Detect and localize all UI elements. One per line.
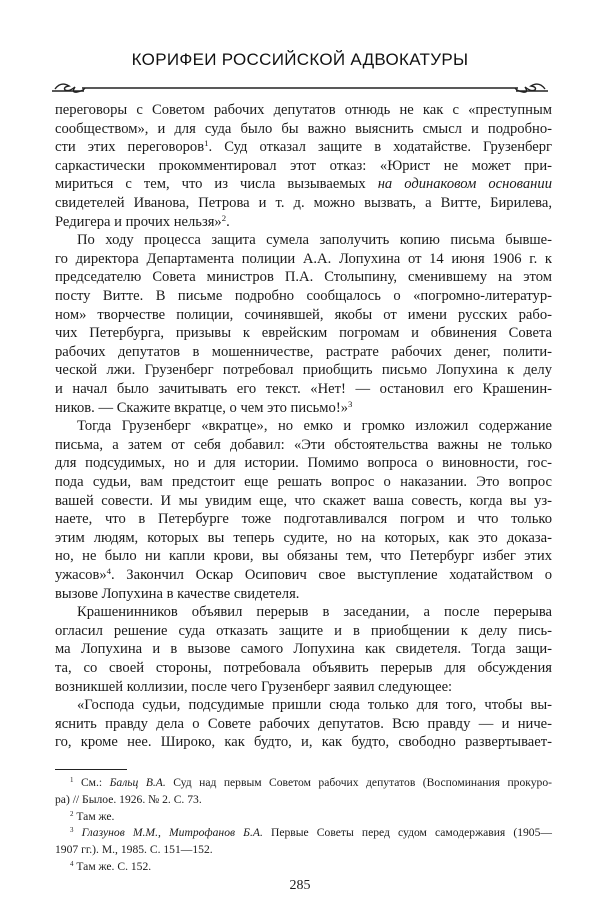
text-line bbox=[55, 547, 552, 565]
text-line bbox=[55, 361, 552, 379]
text-run: посту Витте. В письме подробно сообщалось о «погромно-литератур- bbox=[55, 288, 552, 304]
footnote-line bbox=[55, 842, 552, 857]
footnote-marker: 2 bbox=[70, 809, 74, 818]
text-run: го, кроме нее. Широко, как будто, и, как будто, свободно развертывает- bbox=[55, 734, 552, 751]
text-run: рабочих депутатов в мошенничестве, растрате рабочих денег, полити- bbox=[55, 343, 552, 360]
text-run: . Суд отказал защите в ходатайстве. Грузенберг bbox=[208, 139, 552, 156]
text-run: См.: bbox=[73, 776, 110, 789]
text-line bbox=[55, 678, 552, 696]
text-line bbox=[55, 213, 552, 231]
text-run: но, не было ни капли крови, вы обязаны тем, что Петербург избег этих bbox=[55, 548, 552, 565]
italic-text: Бальц В.А. bbox=[109, 776, 166, 789]
text-run: и начал было зачитывать его текст. «Нет! — остановил его Крашенин- bbox=[55, 381, 552, 397]
text-line bbox=[55, 510, 552, 528]
text-run: для подсудимых, но и для истории. Помимо вопроса о виновности, гос- bbox=[55, 455, 552, 472]
text-run: ра) // Былое. 1926. № 2. С. 73. bbox=[55, 792, 202, 806]
text-run: свидетелей Иванова, Петрова и т. д. можно вызвать, а Витте, Бирилева, bbox=[55, 195, 552, 211]
text-line bbox=[55, 157, 552, 175]
text-line bbox=[77, 603, 552, 621]
text-line bbox=[55, 101, 552, 119]
text-run bbox=[73, 826, 81, 839]
text-run: сообществом», и для суда было бы важно выяснить смысл и подробно- bbox=[55, 120, 552, 137]
italic-text: на одинаковом основании bbox=[377, 176, 552, 193]
footnote-marker: 4 bbox=[70, 860, 74, 869]
text-run: та, со своей стороны, потребовала объявить перерыв для обсуждения bbox=[55, 660, 552, 676]
footnote-marker: 1 bbox=[70, 776, 74, 785]
text-line bbox=[55, 622, 552, 640]
text-line bbox=[55, 287, 552, 305]
text-run: . bbox=[226, 213, 230, 230]
text-run: По ходу процесса защита сумела заполучить копию письма бывше- bbox=[77, 232, 552, 249]
footnote-separator bbox=[55, 769, 127, 770]
text-run: ников. — Скажите вкратце, о чем это письмо!» bbox=[55, 399, 348, 416]
text-line bbox=[55, 380, 552, 398]
text-line bbox=[55, 194, 552, 212]
text-run: наете, что в Петербурге тоже подготавливался погром и что только bbox=[55, 511, 552, 528]
text-line bbox=[55, 138, 552, 156]
text-run: вашей совести. И мы увидим еще, что скажет ваша совесть, когда вы уз- bbox=[55, 492, 552, 509]
page-number: 285 bbox=[289, 878, 311, 893]
text-line bbox=[55, 120, 552, 138]
text-line bbox=[55, 492, 552, 510]
text-run: вызове Лопухина в качестве свидетеля. bbox=[55, 585, 300, 602]
text-run: Там же. С. 152. bbox=[73, 860, 152, 873]
text-run: . Закончил Оскар Осипович свое выступление ходатайством о bbox=[111, 567, 552, 583]
text-line bbox=[55, 473, 552, 491]
text-run: Там же. bbox=[73, 809, 115, 823]
text-run: возникшей коллизии, после чего Грузенберг заявил следующее: bbox=[55, 678, 453, 695]
text-run: ужасов» bbox=[55, 567, 107, 583]
text-run: этим людям, которых вы теперь судите, но на которых, как это доказа- bbox=[55, 529, 552, 546]
footnote-marker: 4 bbox=[106, 566, 112, 577]
footnote-line bbox=[70, 775, 552, 790]
text-run: мириться с тем, что из числа вызываемых bbox=[55, 176, 378, 193]
text-line bbox=[55, 399, 552, 417]
text-run: Тогда Грузенберг «вкратце», но емко и громко изложил содержание bbox=[77, 418, 552, 435]
text-run: ма Лопухина и в вызове самого Лопухина как свидетеля. Тогда защи- bbox=[55, 641, 552, 658]
footnote-marker: 3 bbox=[70, 826, 74, 835]
text-run: Редигера и прочих нельзя» bbox=[55, 213, 222, 230]
footnote-line bbox=[55, 792, 552, 807]
text-line bbox=[55, 306, 552, 324]
text-run: го директора Департамента полиции А.А. Лопухина от 14 июня 1906 г. к bbox=[55, 250, 552, 267]
text-line bbox=[77, 417, 552, 435]
text-run: «Господа судьи, подсудимые пришли сюда только для того, чтобы вы- bbox=[77, 697, 552, 714]
italic-text: Глазунов М.М., Митрофанов Б.А. bbox=[81, 826, 263, 840]
footnote-line bbox=[70, 825, 552, 840]
text-run: председателю Совета министров П.А. Столыпину, сменившему на этом bbox=[55, 269, 552, 286]
footnote-line bbox=[70, 859, 552, 874]
text-line bbox=[55, 454, 552, 472]
text-line bbox=[55, 733, 552, 751]
text-line bbox=[55, 175, 552, 193]
footnote-line bbox=[70, 809, 552, 824]
text-run: Первые Советы перед судом самодержавия (1905— bbox=[262, 826, 552, 840]
text-line bbox=[55, 250, 552, 268]
text-line bbox=[55, 566, 552, 584]
running-header: КОРИФЕИ РОССИЙСКОЙ АДВОКАТУРЫ bbox=[131, 50, 469, 69]
text-line bbox=[77, 231, 552, 249]
text-run: саркастически прокомментировал этот отказ: «Юрист не может при- bbox=[55, 157, 552, 174]
text-line bbox=[55, 324, 552, 342]
footnote-marker: 2 bbox=[221, 212, 227, 223]
text-line bbox=[55, 715, 552, 733]
text-line bbox=[55, 659, 552, 677]
text-run: письма, а затем от себя добавил: «Эти обстоятельства важны не только bbox=[55, 436, 552, 453]
text-run: 1907 гг.). М., 1985. С. 151—152. bbox=[55, 843, 213, 857]
text-line bbox=[55, 436, 552, 454]
footnote-marker: 1 bbox=[204, 138, 209, 149]
text-run: переговоры с Советом рабочих депутатов отнюдь не как с «преступным bbox=[55, 102, 552, 118]
text-run: пода судьи, вам предстоит еще решать вопрос о наказании. Это вопрос bbox=[55, 474, 552, 490]
header-ornament-rule bbox=[50, 78, 550, 96]
text-line bbox=[55, 529, 552, 547]
text-run: огласил решение суда отказать защите и в приобщении к делу пись- bbox=[55, 622, 552, 639]
text-run: ческой лжи. Грузенберг потребовал приобщить письмо Лопухина к делу bbox=[55, 362, 552, 379]
text-run: ном» творчестве полиции, сочинявшей, якобы от имени русских рабо- bbox=[55, 306, 552, 323]
text-run: Крашенинников объявил перерыв в заседании, а после перерыва bbox=[77, 604, 552, 621]
text-run: яснить правду дела о Совете рабочих депутатов. Всю правду — и ниче- bbox=[55, 715, 552, 732]
text-line bbox=[55, 585, 552, 603]
footnote-marker: 3 bbox=[348, 398, 353, 409]
text-line bbox=[55, 640, 552, 658]
text-run: сти этих переговоров bbox=[55, 139, 205, 156]
text-line bbox=[55, 343, 552, 361]
text-run: чих Петербурга, призывы к еврейским погромам и обвинения Совета bbox=[55, 325, 552, 342]
text-line bbox=[55, 268, 552, 286]
text-line bbox=[77, 696, 552, 714]
text-run: Суд над первым Советом рабочих депутатов (Воспоминания прокуро- bbox=[165, 776, 552, 789]
